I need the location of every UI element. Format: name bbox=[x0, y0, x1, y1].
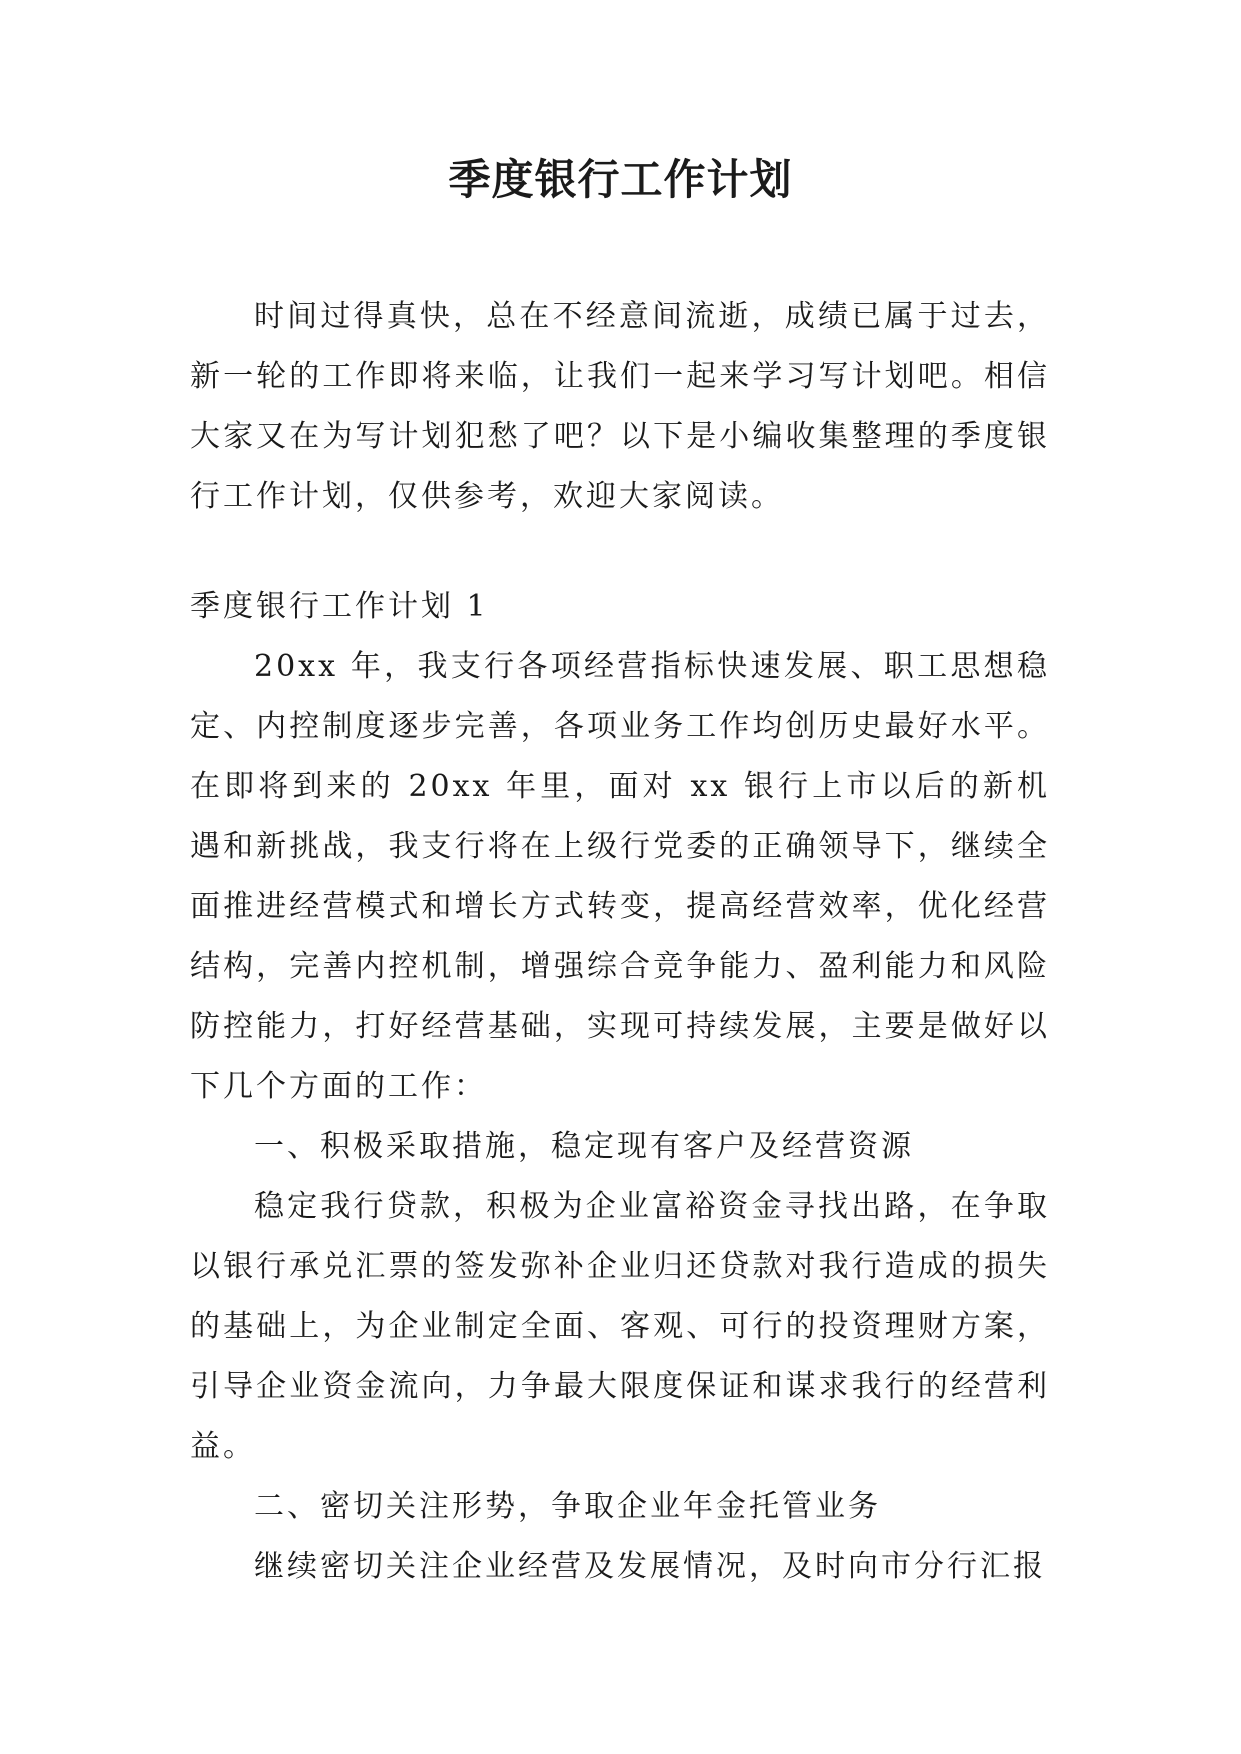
section-heading: 季度银行工作计划 1 bbox=[190, 589, 489, 624]
subheading-2: 二、密切关注形势，争取企业年金托管业务 bbox=[254, 1489, 881, 1524]
paragraph-2: 稳定我行贷款，积极为企业富裕资金寻找出路，在争取以银行承兑汇票的签发弥补企业归还贷款对我行造成的损失的基础上，为企业制定全面、客观、可行的投资理财方案，引导企业资金流向，力争最大限度保证和谋求我行的经营利益。 bbox=[190, 1189, 1050, 1464]
paragraph-1: 20xx 年，我支行各项经营指标快速发展、职工思想稳定、内控制度逐步完善，各项业务工作均创历史最好水平。在即将到来的 20xx 年里，面对 xx 银行上市以后的新机遇和新挑战，我支行将在上级行党委的正确领导下，继续全面推进经营模式和增长方式转变，提高经营效率，优化经营结构，完善内控机制，增强综合竞争能力、盈利能力和风险防控能力，打好经营基础，实现可持续发展，主要是做好以下几个方面的工作： bbox=[190, 649, 1050, 1104]
section-block bbox=[190, 577, 1050, 1597]
subheading-1: 一、积极采取措施，稳定现有客户及经营资源 bbox=[254, 1129, 914, 1164]
intro-paragraph: 时间过得真快，总在不经意间流逝，成绩已属于过去，新一轮的工作即将来临，让我们一起来学习写计划吧。相信大家又在为写计划犯愁了吧？以下是小编收集整理的季度银行工作计划，仅供参考，欢迎大家阅读。 bbox=[190, 299, 1050, 514]
intro-block bbox=[190, 287, 1050, 527]
paragraph-3: 继续密切关注企业经营及发展情况，及时向市分行汇报 bbox=[254, 1549, 1046, 1584]
document-title: 季度银行工作计划 bbox=[448, 155, 793, 204]
